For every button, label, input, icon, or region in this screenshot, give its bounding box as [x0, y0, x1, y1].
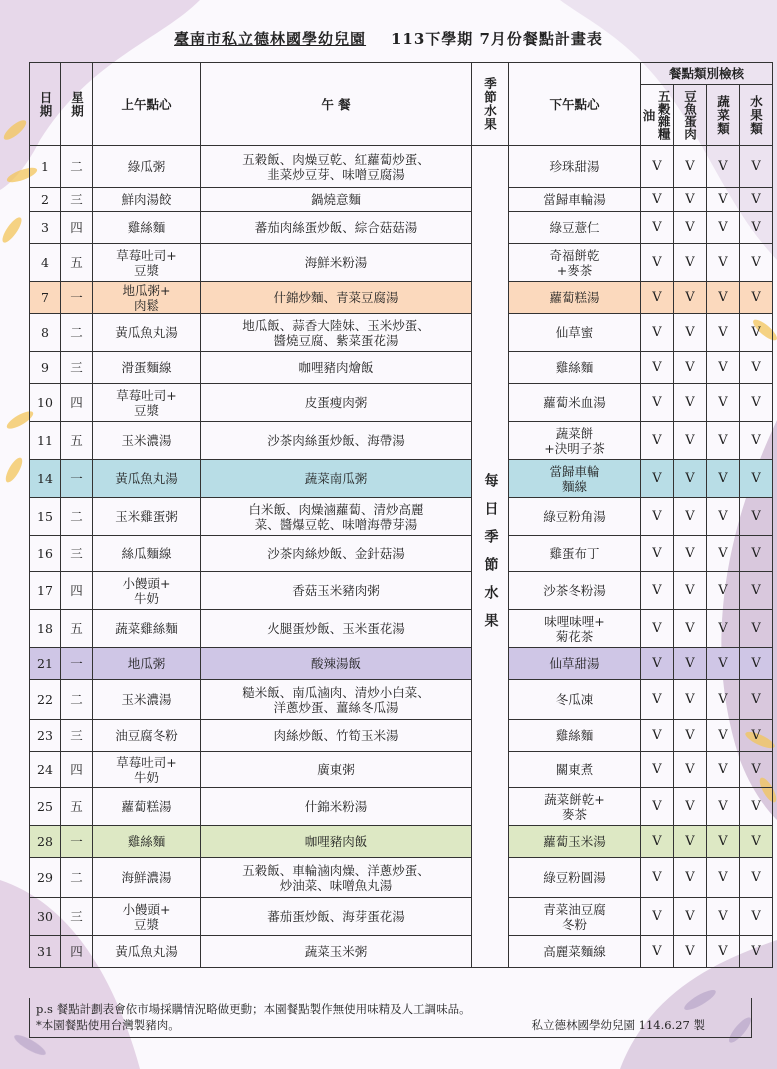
pm-snack-cell: 仙草甜湯 [509, 648, 641, 680]
weekday-cell: 五 [61, 610, 93, 648]
check-mark: V [740, 314, 773, 352]
pm-snack-cell: 沙茶冬粉湯 [509, 572, 641, 610]
am-snack-cell: 玉米濃湯 [93, 680, 201, 720]
lunch-cell: 白米飯、肉燥滷蘿蔔、清炒高麗 菜、醬爆豆乾、味噌海帶芽湯 [201, 498, 472, 536]
check-mark: V [641, 720, 674, 752]
day-cell: 4 [30, 244, 61, 282]
pm-snack-cell: 蘿蔔糕湯 [509, 282, 641, 314]
seasonal-fruit-text: 每日季節水果 [482, 472, 499, 641]
am-snack-cell: 滑蛋麵線 [93, 352, 201, 384]
pm-snack-cell: 雞絲麵 [509, 352, 641, 384]
pm-snack-cell: 關東煮 [509, 752, 641, 788]
lunch-cell: 地瓜飯、蒜香大陸妹、玉米炒蛋、 醬燒豆腐、紫菜蛋花湯 [201, 314, 472, 352]
header-day: 日期 [30, 63, 61, 146]
check-mark: V [674, 188, 707, 212]
menu-row [30, 536, 773, 572]
check-mark: V [641, 384, 674, 422]
day-cell: 16 [30, 536, 61, 572]
check-mark: V [707, 826, 740, 858]
check-mark: V [740, 244, 773, 282]
weekday-cell: 五 [61, 422, 93, 460]
check-mark: V [674, 244, 707, 282]
menu-row [30, 610, 773, 648]
check-mark: V [674, 146, 707, 188]
weekday-cell: 二 [61, 680, 93, 720]
check-mark: V [740, 720, 773, 752]
lunch-cell: 皮蛋瘦肉粥 [201, 384, 472, 422]
check-mark: V [641, 212, 674, 244]
day-cell: 17 [30, 572, 61, 610]
menu-row [30, 422, 773, 460]
lunch-cell: 什錦米粉湯 [201, 788, 472, 826]
check-mark: V [674, 384, 707, 422]
lunch-cell: 酸辣湯飯 [201, 648, 472, 680]
footer-signature: 私立德林國學幼兒園 114.6.27 製 [531, 1018, 705, 1032]
school-name: 臺南市私立德林國學幼兒園 [174, 30, 367, 48]
check-mark: V [674, 282, 707, 314]
pm-snack-cell: 綠豆粉角湯 [509, 498, 641, 536]
header-pm-snack: 下午點心 [509, 63, 641, 146]
day-cell: 25 [30, 788, 61, 826]
check-mark: V [707, 188, 740, 212]
lunch-cell: 火腿蛋炒飯、玉米蛋花湯 [201, 610, 472, 648]
menu-row [30, 244, 773, 282]
check-mark: V [641, 146, 674, 188]
am-snack-cell: 玉米濃湯 [93, 422, 201, 460]
am-snack-cell: 小饅頭+ 豆漿 [93, 898, 201, 936]
day-cell: 22 [30, 680, 61, 720]
pm-snack-cell: 冬瓜凍 [509, 680, 641, 720]
pm-snack-cell: 蘿蔔玉米湯 [509, 826, 641, 858]
pm-snack-cell: 味哩味哩+ 菊花茶 [509, 610, 641, 648]
pm-snack-cell: 高麗菜麵線 [509, 936, 641, 968]
check-mark: V [740, 788, 773, 826]
am-snack-cell: 小饅頭+ 牛奶 [93, 572, 201, 610]
check-mark: V [740, 188, 773, 212]
check-mark: V [641, 536, 674, 572]
menu-row [30, 858, 773, 898]
lunch-cell: 咖哩豬肉飯 [201, 826, 472, 858]
check-mark: V [707, 212, 740, 244]
weekday-cell: 二 [61, 146, 93, 188]
check-mark: V [707, 858, 740, 898]
lunch-cell: 咖哩豬肉燴飯 [201, 352, 472, 384]
weekday-cell: 五 [61, 244, 93, 282]
pm-snack-cell: 當歸車輪湯 [509, 188, 641, 212]
day-cell: 15 [30, 498, 61, 536]
header-cat-grain: 油五穀雜糧 [641, 85, 674, 146]
check-mark: V [707, 352, 740, 384]
menu-row [30, 572, 773, 610]
check-mark: V [641, 188, 674, 212]
check-mark: V [740, 572, 773, 610]
weekday-cell: 四 [61, 384, 93, 422]
check-mark: V [641, 460, 674, 498]
day-cell: 18 [30, 610, 61, 648]
menu-row [30, 752, 773, 788]
check-mark: V [707, 498, 740, 536]
check-mark: V [674, 720, 707, 752]
check-mark: V [740, 212, 773, 244]
pm-snack-cell: 綠豆薏仁 [509, 212, 641, 244]
check-mark: V [740, 146, 773, 188]
lunch-cell: 肉絲炒飯、竹筍玉米湯 [201, 720, 472, 752]
term-title: 113下學期 7月份餐點計畫表 [390, 30, 603, 48]
check-mark: V [641, 648, 674, 680]
day-cell: 29 [30, 858, 61, 898]
check-mark: V [707, 572, 740, 610]
day-cell: 10 [30, 384, 61, 422]
weekday-cell: 四 [61, 572, 93, 610]
check-mark: V [641, 610, 674, 648]
am-snack-cell: 地瓜粥 [93, 648, 201, 680]
check-mark: V [707, 648, 740, 680]
menu-row [30, 648, 773, 680]
header-cat-protein: 豆魚蛋肉 [674, 85, 707, 146]
pm-snack-cell: 奇福餅乾 +麥茶 [509, 244, 641, 282]
lunch-cell: 沙茶肉絲蛋炒飯、海帶湯 [201, 422, 472, 460]
lunch-cell: 香菇玉米豬肉粥 [201, 572, 472, 610]
lunch-cell: 海鮮米粉湯 [201, 244, 472, 282]
day-cell: 2 [30, 188, 61, 212]
menu-row [30, 188, 773, 212]
check-mark: V [740, 498, 773, 536]
menu-row [30, 720, 773, 752]
pm-snack-cell: 蔬菜餅乾+ 麥茶 [509, 788, 641, 826]
header-check-group: 餐點類別檢核 [641, 63, 773, 85]
footer-note-1: p.s 餐點計劃表會依市場採購情況略做更動；本園餐點製作無使用味精及人工調味品。 [36, 1002, 471, 1016]
weekday-cell: 四 [61, 212, 93, 244]
meal-plan-body [30, 146, 773, 968]
check-mark: V [707, 610, 740, 648]
check-mark: V [707, 460, 740, 498]
lunch-cell: 什錦炒麵、青菜豆腐湯 [201, 282, 472, 314]
am-snack-cell: 蘿蔔糕湯 [93, 788, 201, 826]
weekday-cell: 四 [61, 936, 93, 968]
am-snack-cell: 絲瓜麵線 [93, 536, 201, 572]
check-mark: V [641, 898, 674, 936]
weekday-cell: 四 [61, 752, 93, 788]
am-snack-cell: 鮮肉湯餃 [93, 188, 201, 212]
pm-snack-cell: 仙草蜜 [509, 314, 641, 352]
day-cell: 7 [30, 282, 61, 314]
check-mark: V [707, 244, 740, 282]
check-mark: V [641, 422, 674, 460]
footer-row-2 [36, 1017, 745, 1033]
lunch-cell: 鍋燒意麵 [201, 188, 472, 212]
am-snack-cell: 綠瓜粥 [93, 146, 201, 188]
check-mark: V [674, 936, 707, 968]
check-mark: V [641, 858, 674, 898]
footer-note-2: *本園餐點使用台灣製豬肉。 [36, 1018, 180, 1032]
menu-row [30, 680, 773, 720]
check-mark: V [740, 936, 773, 968]
check-mark: V [740, 536, 773, 572]
day-cell: 24 [30, 752, 61, 788]
check-mark: V [674, 610, 707, 648]
lunch-cell: 蕃茄蛋炒飯、海芽蛋花湯 [201, 898, 472, 936]
check-mark: V [641, 936, 674, 968]
am-snack-cell: 草莓吐司+ 豆漿 [93, 384, 201, 422]
check-mark: V [740, 352, 773, 384]
pm-snack-cell: 蘿蔔米血湯 [509, 384, 641, 422]
day-cell: 31 [30, 936, 61, 968]
pm-snack-cell: 雞蛋布丁 [509, 536, 641, 572]
seasonal-fruit-cell [472, 146, 509, 968]
day-cell: 28 [30, 826, 61, 858]
check-mark: V [707, 314, 740, 352]
header-cat-veg: 蔬菜類 [707, 85, 740, 146]
day-cell: 9 [30, 352, 61, 384]
lunch-cell: 廣東粥 [201, 752, 472, 788]
check-mark: V [740, 858, 773, 898]
weekday-cell: 二 [61, 314, 93, 352]
check-mark: V [740, 898, 773, 936]
lunch-cell: 蕃茄肉絲蛋炒飯、綜合菇菇湯 [201, 212, 472, 244]
weekday-cell: 一 [61, 282, 93, 314]
day-cell: 8 [30, 314, 61, 352]
weekday-cell: 三 [61, 898, 93, 936]
day-cell: 23 [30, 720, 61, 752]
page-title [0, 28, 777, 49]
weekday-cell: 三 [61, 720, 93, 752]
day-cell: 14 [30, 460, 61, 498]
check-mark: V [674, 212, 707, 244]
check-mark: V [674, 498, 707, 536]
weekday-cell: 一 [61, 826, 93, 858]
check-mark: V [641, 314, 674, 352]
meal-plan-table [29, 62, 773, 968]
check-mark: V [674, 788, 707, 826]
check-mark: V [740, 460, 773, 498]
menu-row [30, 788, 773, 826]
am-snack-cell: 雞絲麵 [93, 826, 201, 858]
check-mark: V [641, 352, 674, 384]
check-mark: V [740, 610, 773, 648]
check-mark: V [641, 826, 674, 858]
header-cat-oil: 油 [642, 107, 656, 123]
menu-row [30, 352, 773, 384]
weekday-cell: 二 [61, 498, 93, 536]
am-snack-cell: 玉米雞蛋粥 [93, 498, 201, 536]
menu-row [30, 282, 773, 314]
check-mark: V [707, 282, 740, 314]
menu-row [30, 314, 773, 352]
am-snack-cell: 黃瓜魚丸湯 [93, 460, 201, 498]
check-mark: V [707, 752, 740, 788]
am-snack-cell: 蔬菜雞絲麵 [93, 610, 201, 648]
check-mark: V [641, 282, 674, 314]
check-mark: V [641, 752, 674, 788]
lunch-cell: 沙茶肉絲炒飯、金針菇湯 [201, 536, 472, 572]
check-mark: V [707, 680, 740, 720]
check-mark: V [740, 752, 773, 788]
check-mark: V [740, 826, 773, 858]
check-mark: V [674, 752, 707, 788]
check-mark: V [641, 498, 674, 536]
check-mark: V [674, 536, 707, 572]
check-mark: V [740, 680, 773, 720]
am-snack-cell: 草莓吐司+ 豆漿 [93, 244, 201, 282]
weekday-cell: 一 [61, 460, 93, 498]
menu-row [30, 498, 773, 536]
check-mark: V [707, 788, 740, 826]
lunch-cell: 蔬菜玉米粥 [201, 936, 472, 968]
am-snack-cell: 地瓜粥+ 肉鬆 [93, 282, 201, 314]
check-mark: V [707, 936, 740, 968]
menu-row [30, 936, 773, 968]
am-snack-cell: 油豆腐冬粉 [93, 720, 201, 752]
am-snack-cell: 黃瓜魚丸湯 [93, 314, 201, 352]
footer-notes [29, 998, 752, 1038]
pm-snack-cell: 綠豆粉圓湯 [509, 858, 641, 898]
menu-row [30, 898, 773, 936]
menu-row [30, 826, 773, 858]
check-mark: V [707, 146, 740, 188]
am-snack-cell: 黃瓜魚丸湯 [93, 936, 201, 968]
pm-snack-cell: 青菜油豆腐 冬粉 [509, 898, 641, 936]
header-am-snack: 上午點心 [93, 63, 201, 146]
check-mark: V [674, 314, 707, 352]
check-mark: V [674, 352, 707, 384]
check-mark: V [674, 422, 707, 460]
pm-snack-cell: 蔬菜餅 +決明子茶 [509, 422, 641, 460]
weekday-cell: 三 [61, 536, 93, 572]
check-mark: V [674, 898, 707, 936]
am-snack-cell: 雞絲麵 [93, 212, 201, 244]
lunch-cell: 蔬菜南瓜粥 [201, 460, 472, 498]
check-mark: V [707, 384, 740, 422]
lunch-cell: 糙米飯、南瓜滷肉、清炒小白菜、 洋蔥炒蛋、薑絲冬瓜湯 [201, 680, 472, 720]
menu-row [30, 212, 773, 244]
am-snack-cell: 海鮮濃湯 [93, 858, 201, 898]
check-mark: V [674, 648, 707, 680]
header-weekday: 星期 [61, 63, 93, 146]
weekday-cell: 三 [61, 352, 93, 384]
am-snack-cell: 草莓吐司+ 牛奶 [93, 752, 201, 788]
check-mark: V [707, 898, 740, 936]
check-mark: V [740, 384, 773, 422]
weekday-cell: 五 [61, 788, 93, 826]
header-fruit: 季節水果 [472, 63, 509, 146]
check-mark: V [674, 572, 707, 610]
check-mark: V [674, 460, 707, 498]
check-mark: V [641, 244, 674, 282]
day-cell: 30 [30, 898, 61, 936]
pm-snack-cell: 當歸車輪 麵線 [509, 460, 641, 498]
lunch-cell: 五穀飯、肉燥豆乾、紅蘿蔔炒蛋、 韭菜炒豆芽、味噌豆腐湯 [201, 146, 472, 188]
check-mark: V [641, 788, 674, 826]
check-mark: V [740, 282, 773, 314]
check-mark: V [740, 648, 773, 680]
weekday-cell: 二 [61, 858, 93, 898]
day-cell: 1 [30, 146, 61, 188]
weekday-cell: 一 [61, 648, 93, 680]
pm-snack-cell: 珍珠甜湯 [509, 146, 641, 188]
day-cell: 11 [30, 422, 61, 460]
menu-row [30, 384, 773, 422]
menu-row [30, 460, 773, 498]
day-cell: 21 [30, 648, 61, 680]
pm-snack-cell: 雞絲麵 [509, 720, 641, 752]
menu-row [30, 146, 773, 188]
header-lunch: 午 餐 [201, 63, 472, 146]
check-mark: V [707, 536, 740, 572]
check-mark: V [707, 422, 740, 460]
check-mark: V [740, 422, 773, 460]
day-cell: 3 [30, 212, 61, 244]
check-mark: V [674, 680, 707, 720]
check-mark: V [674, 858, 707, 898]
weekday-cell: 三 [61, 188, 93, 212]
header-cat-fruit: 水果類 [740, 85, 773, 146]
lunch-cell: 五穀飯、車輪滷肉燥、洋蔥炒蛋、 炒油菜、味噌魚丸湯 [201, 858, 472, 898]
check-mark: V [707, 720, 740, 752]
check-mark: V [674, 826, 707, 858]
check-mark: V [641, 572, 674, 610]
check-mark: V [641, 680, 674, 720]
